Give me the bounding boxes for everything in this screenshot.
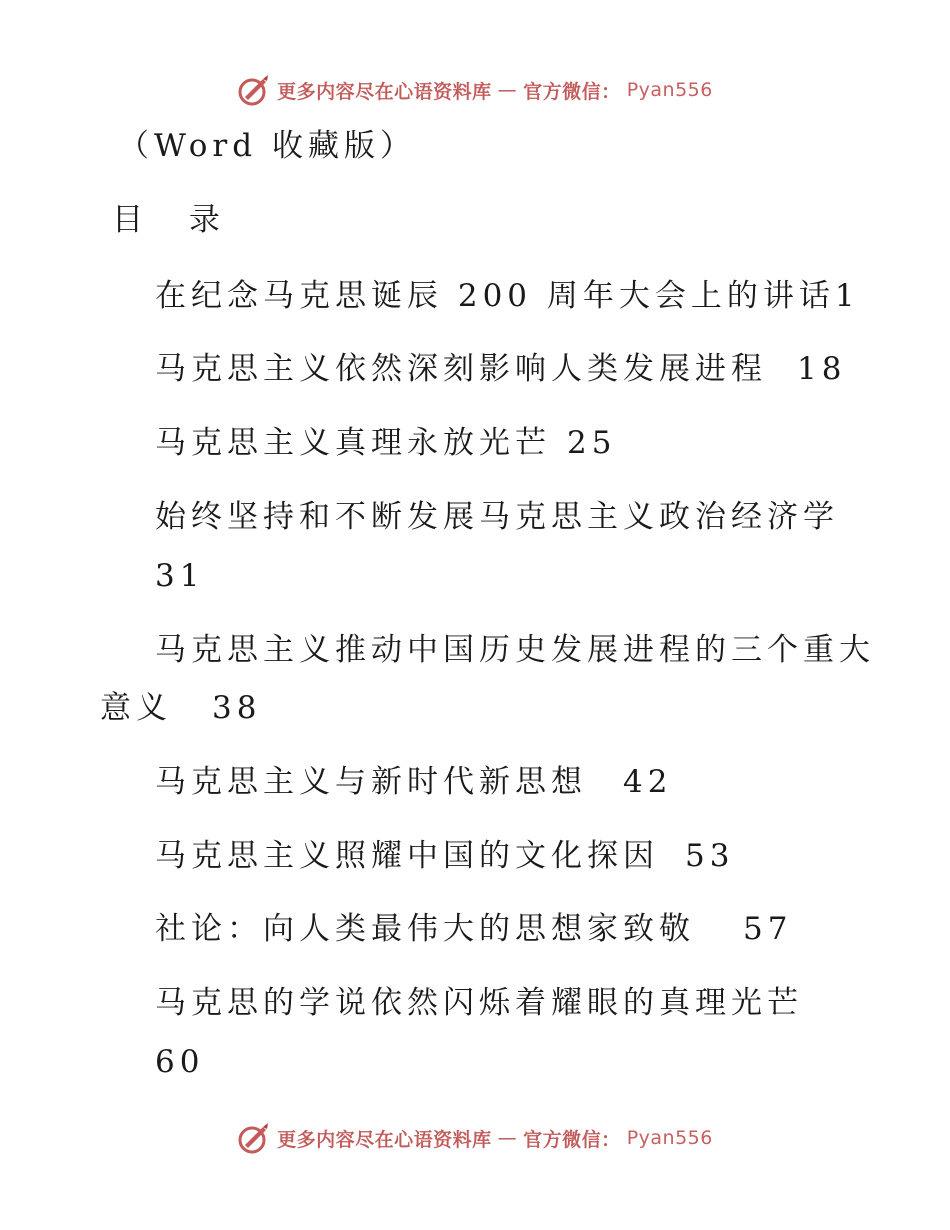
toc-entry-continued[interactable] [100, 688, 261, 728]
toc-entry-title: 马克思主义与新时代新思想 [155, 764, 587, 800]
toc-entry[interactable] [155, 836, 734, 876]
banner-separator: — [497, 1127, 518, 1149]
toc-entry-title: 始终坚持和不断发展马克思主义政治经济学 [155, 499, 839, 535]
footer-banner [0, 1118, 950, 1158]
toc-entry[interactable] [155, 423, 616, 463]
toc-entry-page[interactable]: 31 [155, 558, 205, 594]
toc-entry-page: 57 [743, 911, 793, 947]
banner-wechat-label: 官方微信： [523, 1128, 621, 1151]
quill-logo-icon [237, 73, 271, 107]
toc-entry[interactable] [155, 983, 803, 1023]
banner-text: 更多内容尽在心语资料库 [277, 80, 492, 103]
toc-entry-page: 42 [623, 764, 673, 800]
toc-entry[interactable] [155, 497, 839, 537]
quill-logo-icon [237, 1121, 271, 1155]
toc-entry-title: 马克思主义照耀中国的文化探因 [155, 838, 659, 874]
toc-entry-title: 社论：向人类最伟大的思想家致敬 [155, 911, 695, 947]
toc-heading: 目 录 [112, 202, 238, 238]
toc-entry-title-line2: 意义 [100, 690, 172, 726]
toc-entry-page: 1 [834, 278, 860, 314]
toc-entry[interactable] [155, 762, 672, 802]
toc-entry-title: 马克思主义依然深刻影响人类发展进程 [155, 351, 767, 387]
banner-wechat-id: Pyan556 [626, 79, 713, 101]
banner-separator: — [497, 79, 518, 101]
toc-entry-title: 在纪念马克思诞辰 200 周年大会上的讲话 [155, 278, 835, 314]
toc-entry-title: 马克思的学说依然闪烁着耀眼的真理光芒 [155, 985, 803, 1021]
toc-entry-page[interactable]: 60 [155, 1044, 205, 1080]
toc-entry[interactable] [155, 630, 875, 670]
toc-entry-page: 25 [567, 425, 617, 461]
toc-entry-title: 马克思主义真理永放光芒 [155, 425, 551, 461]
document-subtitle: （Word 收藏版） [118, 128, 416, 164]
banner-wechat-label: 官方微信： [523, 80, 621, 103]
toc-entry[interactable] [155, 349, 846, 389]
toc-entry-title-line1: 马克思主义推动中国历史发展进程的三个重大 [155, 632, 875, 668]
toc-entry-page: 38 [212, 690, 262, 726]
header-banner [0, 70, 950, 110]
toc-entry-page: 53 [685, 838, 735, 874]
banner-text: 更多内容尽在心语资料库 [277, 1128, 492, 1151]
toc-entry[interactable] [155, 909, 792, 949]
toc-entry[interactable] [155, 276, 860, 316]
banner-wechat-id: Pyan556 [626, 1127, 713, 1149]
toc-entry-page: 18 [797, 351, 847, 387]
